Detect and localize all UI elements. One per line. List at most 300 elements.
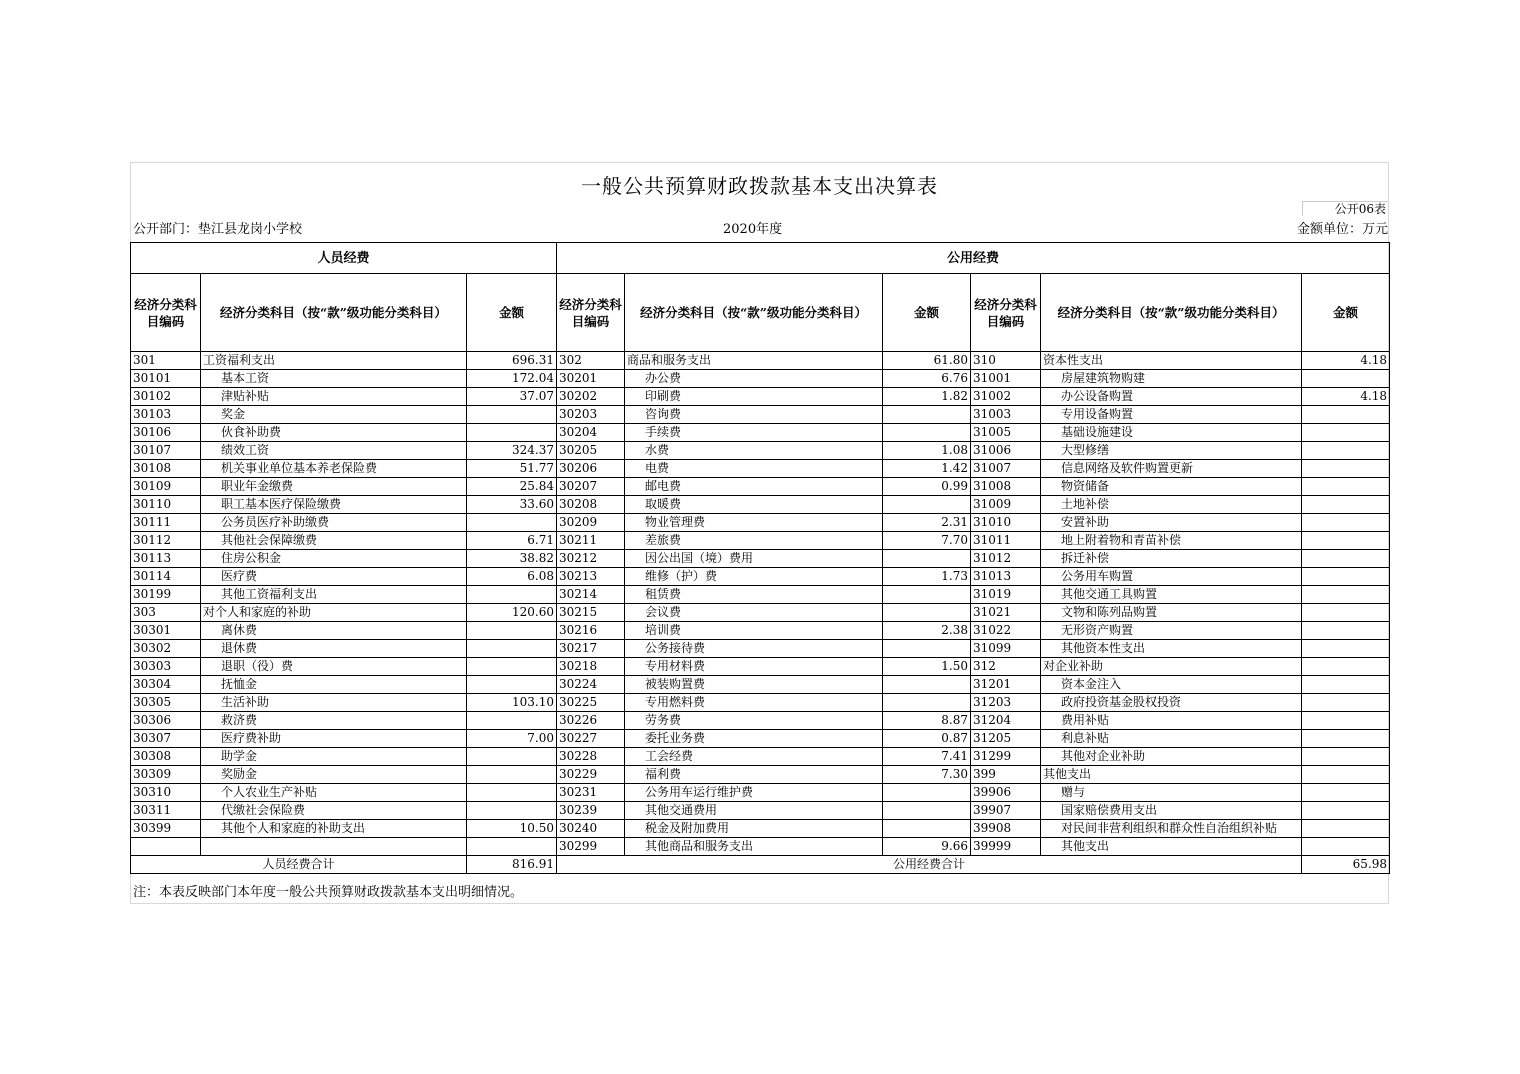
item-name-cell: 咨询费 — [625, 406, 883, 424]
code-cell: 30202 — [557, 388, 625, 406]
amount-cell — [1302, 568, 1390, 586]
item-name-cell: 离休费 — [201, 622, 467, 640]
code-cell: 31003 — [971, 406, 1041, 424]
table-row — [131, 604, 1390, 622]
item-name-cell: 对民间非营利组织和群众性自治组织补贴 — [1041, 820, 1302, 838]
amount-cell — [467, 712, 557, 730]
amount-cell — [1302, 784, 1390, 802]
footnote: 注：本表反映部门本年度一般公共预算财政拨款基本支出明细情况。 — [133, 885, 524, 900]
code-cell: 30225 — [557, 694, 625, 712]
code-cell: 30203 — [557, 406, 625, 424]
header-name: 经济分类科目（按“款”级功能分类科目） — [625, 274, 883, 352]
item-name-cell: 大型修缮 — [1041, 442, 1302, 460]
item-name-cell: 物业管理费 — [625, 514, 883, 532]
item-name-cell: 津贴补贴 — [201, 388, 467, 406]
item-name-cell: 其他对企业补助 — [1041, 748, 1302, 766]
item-name-cell: 租赁费 — [625, 586, 883, 604]
amount-cell: 8.87 — [883, 712, 971, 730]
item-name-cell: 其他支出 — [1041, 766, 1302, 784]
amount-cell: 7.41 — [883, 748, 971, 766]
code-cell: 30301 — [131, 622, 201, 640]
code-cell: 39999 — [971, 838, 1041, 856]
amount-cell — [1302, 532, 1390, 550]
item-name-cell: 资本性支出 — [1041, 352, 1302, 370]
item-name-cell: 国家赔偿费用支出 — [1041, 802, 1302, 820]
item-name-cell: 利息补贴 — [1041, 730, 1302, 748]
amount-cell — [1302, 496, 1390, 514]
item-name-cell: 个人农业生产补贴 — [201, 784, 467, 802]
code-cell: 312 — [971, 658, 1041, 676]
amount-cell — [1302, 730, 1390, 748]
header-code: 经济分类科目编码 — [557, 274, 625, 352]
item-name-cell: 专用设备购置 — [1041, 406, 1302, 424]
code-cell: 30199 — [131, 586, 201, 604]
amount-cell — [883, 784, 971, 802]
code-cell: 30214 — [557, 586, 625, 604]
item-name-cell: 费用补贴 — [1041, 712, 1302, 730]
amount-cell: 172.04 — [467, 370, 557, 388]
amount-cell: 0.87 — [883, 730, 971, 748]
item-name-cell: 救济费 — [201, 712, 467, 730]
amount-cell — [467, 766, 557, 784]
amount-cell: 7.00 — [467, 730, 557, 748]
code-cell: 30205 — [557, 442, 625, 460]
table-row — [131, 370, 1390, 388]
item-name-cell: 退休费 — [201, 640, 467, 658]
section-public: 公用经费 — [557, 243, 1390, 274]
amount-cell: 51.77 — [467, 460, 557, 478]
amount-cell — [1302, 748, 1390, 766]
amount-cell — [1302, 550, 1390, 568]
header-code: 经济分类科目编码 — [131, 274, 201, 352]
code-cell: 30101 — [131, 370, 201, 388]
header-amount: 金额 — [883, 274, 971, 352]
item-name-cell: 机关事业单位基本养老保险费 — [201, 460, 467, 478]
unit-label: 金额单位：万元 — [1296, 222, 1388, 237]
amount-cell: 6.71 — [467, 532, 557, 550]
item-name-cell: 商品和服务支出 — [625, 352, 883, 370]
amount-cell — [883, 406, 971, 424]
item-name-cell: 公务用车运行维护费 — [625, 784, 883, 802]
public-total-value: 65.98 — [1302, 856, 1390, 874]
code-cell: 31002 — [971, 388, 1041, 406]
item-name-cell: 生活补助 — [201, 694, 467, 712]
item-name-cell: 奖金 — [201, 406, 467, 424]
expenditure-table — [130, 242, 1390, 874]
item-name-cell: 退职（役）费 — [201, 658, 467, 676]
amount-cell — [467, 424, 557, 442]
amount-cell — [1302, 694, 1390, 712]
table-row — [131, 442, 1390, 460]
item-name-cell: 因公出国（境）费用 — [625, 550, 883, 568]
page-title: 一般公共预算财政拨款基本支出决算表 — [581, 174, 938, 198]
item-name-cell: 奖励金 — [201, 766, 467, 784]
code-cell: 30399 — [131, 820, 201, 838]
item-name-cell: 对企业补助 — [1041, 658, 1302, 676]
code-cell — [131, 838, 201, 856]
item-name-cell: 政府投资基金股权投资 — [1041, 694, 1302, 712]
item-name-cell: 赠与 — [1041, 784, 1302, 802]
code-cell: 30240 — [557, 820, 625, 838]
code-cell: 30231 — [557, 784, 625, 802]
amount-cell — [883, 802, 971, 820]
code-cell: 30229 — [557, 766, 625, 784]
code-cell: 30308 — [131, 748, 201, 766]
code-cell: 31201 — [971, 676, 1041, 694]
amount-cell — [467, 802, 557, 820]
amount-cell: 1.42 — [883, 460, 971, 478]
column-header-row — [131, 274, 1390, 352]
code-cell: 30103 — [131, 406, 201, 424]
item-name-cell: 专用燃料费 — [625, 694, 883, 712]
amount-cell: 7.70 — [883, 532, 971, 550]
code-cell: 301 — [131, 352, 201, 370]
code-cell: 30226 — [557, 712, 625, 730]
amount-cell: 1.08 — [883, 442, 971, 460]
table-row — [131, 568, 1390, 586]
table-row — [131, 622, 1390, 640]
item-name-cell: 资本金注入 — [1041, 676, 1302, 694]
code-cell: 30303 — [131, 658, 201, 676]
header-name: 经济分类科目（按“款”级功能分类科目） — [1041, 274, 1302, 352]
table-row — [131, 586, 1390, 604]
section-personnel: 人员经费 — [131, 243, 557, 274]
code-cell: 30211 — [557, 532, 625, 550]
code-cell: 30299 — [557, 838, 625, 856]
amount-cell — [467, 784, 557, 802]
amount-cell: 324.37 — [467, 442, 557, 460]
header-amount: 金额 — [467, 274, 557, 352]
table-row — [131, 478, 1390, 496]
code-cell: 31008 — [971, 478, 1041, 496]
item-name-cell: 其他个人和家庭的补助支出 — [201, 820, 467, 838]
table-row — [131, 694, 1390, 712]
code-cell: 31204 — [971, 712, 1041, 730]
personnel-total-value: 816.91 — [467, 856, 557, 874]
header-amount: 金额 — [1302, 274, 1390, 352]
item-name-cell: 拆迁补偿 — [1041, 550, 1302, 568]
amount-cell — [883, 550, 971, 568]
item-name-cell: 医疗费 — [201, 568, 467, 586]
amount-cell — [467, 640, 557, 658]
item-name-cell: 劳务费 — [625, 712, 883, 730]
amount-cell: 33.60 — [467, 496, 557, 514]
code-cell: 30311 — [131, 802, 201, 820]
amount-cell: 6.76 — [883, 370, 971, 388]
item-name-cell: 其他支出 — [1041, 838, 1302, 856]
item-name-cell: 助学金 — [201, 748, 467, 766]
amount-cell: 696.31 — [467, 352, 557, 370]
amount-cell: 1.82 — [883, 388, 971, 406]
code-cell: 30108 — [131, 460, 201, 478]
code-cell: 31007 — [971, 460, 1041, 478]
code-cell: 30113 — [131, 550, 201, 568]
item-name-cell: 土地补偿 — [1041, 496, 1302, 514]
code-cell: 31011 — [971, 532, 1041, 550]
code-cell: 31009 — [971, 496, 1041, 514]
amount-cell — [1302, 658, 1390, 676]
amount-cell: 9.66 — [883, 838, 971, 856]
amount-cell — [1302, 802, 1390, 820]
amount-cell — [467, 586, 557, 604]
amount-cell — [1302, 586, 1390, 604]
table-row — [131, 352, 1390, 370]
item-name-cell: 会议费 — [625, 604, 883, 622]
code-cell: 30204 — [557, 424, 625, 442]
code-cell: 30216 — [557, 622, 625, 640]
item-name-cell: 差旅费 — [625, 532, 883, 550]
code-cell: 30109 — [131, 478, 201, 496]
code-cell: 303 — [131, 604, 201, 622]
amount-cell — [467, 676, 557, 694]
item-name-cell: 房屋建筑物购建 — [1041, 370, 1302, 388]
item-name-cell: 地上附着物和青苗补偿 — [1041, 532, 1302, 550]
table-row — [131, 766, 1390, 784]
item-name-cell: 其他商品和服务支出 — [625, 838, 883, 856]
item-name-cell: 职业年金缴费 — [201, 478, 467, 496]
department-label: 公开部门：垫江县龙岗小学校 — [133, 222, 303, 237]
amount-cell — [883, 640, 971, 658]
code-cell: 30110 — [131, 496, 201, 514]
amount-cell — [1302, 424, 1390, 442]
code-cell: 30304 — [131, 676, 201, 694]
code-cell: 30239 — [557, 802, 625, 820]
table-row — [131, 658, 1390, 676]
item-name-cell: 伙食补助费 — [201, 424, 467, 442]
code-cell: 30302 — [131, 640, 201, 658]
item-name-cell: 手续费 — [625, 424, 883, 442]
code-cell: 310 — [971, 352, 1041, 370]
amount-cell — [1302, 712, 1390, 730]
amount-cell — [1302, 766, 1390, 784]
code-cell: 31013 — [971, 568, 1041, 586]
amount-cell: 0.99 — [883, 478, 971, 496]
code-cell: 31022 — [971, 622, 1041, 640]
item-name-cell: 其他交通费用 — [625, 802, 883, 820]
code-cell: 399 — [971, 766, 1041, 784]
code-cell: 31019 — [971, 586, 1041, 604]
item-name-cell: 其他资本性支出 — [1041, 640, 1302, 658]
amount-cell — [883, 586, 971, 604]
table-row — [131, 730, 1390, 748]
item-name-cell: 公务用车购置 — [1041, 568, 1302, 586]
code-cell: 31006 — [971, 442, 1041, 460]
amount-cell — [1302, 478, 1390, 496]
amount-cell — [883, 424, 971, 442]
code-cell: 30111 — [131, 514, 201, 532]
amount-cell — [1302, 838, 1390, 856]
amount-cell — [467, 748, 557, 766]
item-name-cell: 税金及附加费用 — [625, 820, 883, 838]
item-name-cell: 办公设备购置 — [1041, 388, 1302, 406]
code-cell: 30206 — [557, 460, 625, 478]
amount-cell — [467, 406, 557, 424]
amount-cell — [1302, 406, 1390, 424]
amount-cell: 2.31 — [883, 514, 971, 532]
code-cell: 31005 — [971, 424, 1041, 442]
code-cell: 31205 — [971, 730, 1041, 748]
amount-cell: 4.18 — [1302, 352, 1390, 370]
amount-cell — [1302, 640, 1390, 658]
code-cell: 30228 — [557, 748, 625, 766]
table-row — [131, 514, 1390, 532]
code-cell: 30307 — [131, 730, 201, 748]
table-row — [131, 712, 1390, 730]
amount-cell — [467, 658, 557, 676]
code-cell: 31012 — [971, 550, 1041, 568]
amount-cell — [1302, 820, 1390, 838]
item-name-cell: 维修（护）费 — [625, 568, 883, 586]
item-name-cell: 代缴社会保险费 — [201, 802, 467, 820]
code-cell: 39907 — [971, 802, 1041, 820]
form-number: 公开06表 — [1302, 201, 1388, 216]
header-code: 经济分类科目编码 — [971, 274, 1041, 352]
amount-cell — [1302, 370, 1390, 388]
item-name-cell — [201, 838, 467, 856]
code-cell: 30309 — [131, 766, 201, 784]
table-row — [131, 460, 1390, 478]
table-row — [131, 838, 1390, 856]
amount-cell: 38.82 — [467, 550, 557, 568]
code-cell: 30215 — [557, 604, 625, 622]
code-cell: 30209 — [557, 514, 625, 532]
item-name-cell: 培训费 — [625, 622, 883, 640]
table-row — [131, 424, 1390, 442]
item-name-cell: 办公费 — [625, 370, 883, 388]
item-name-cell: 绩效工资 — [201, 442, 467, 460]
header-name: 经济分类科目（按“款”级功能分类科目） — [201, 274, 467, 352]
item-name-cell: 委托业务费 — [625, 730, 883, 748]
item-name-cell: 其他社会保障缴费 — [201, 532, 467, 550]
item-name-cell: 取暖费 — [625, 496, 883, 514]
amount-cell — [1302, 442, 1390, 460]
code-cell: 30305 — [131, 694, 201, 712]
amount-cell — [467, 838, 557, 856]
table-row — [131, 388, 1390, 406]
public-total-label: 公用经费合计 — [557, 856, 1302, 874]
code-cell: 31299 — [971, 748, 1041, 766]
amount-cell — [883, 694, 971, 712]
table-row — [131, 550, 1390, 568]
code-cell: 30213 — [557, 568, 625, 586]
code-cell: 30306 — [131, 712, 201, 730]
item-name-cell: 住房公积金 — [201, 550, 467, 568]
item-name-cell: 电费 — [625, 460, 883, 478]
totals-row — [131, 856, 1390, 874]
code-cell: 30201 — [557, 370, 625, 388]
amount-cell — [1302, 604, 1390, 622]
code-cell: 31010 — [971, 514, 1041, 532]
amount-cell: 37.07 — [467, 388, 557, 406]
table-row — [131, 748, 1390, 766]
code-cell: 31099 — [971, 640, 1041, 658]
code-cell: 30212 — [557, 550, 625, 568]
item-name-cell: 文物和陈列品购置 — [1041, 604, 1302, 622]
code-cell: 30114 — [131, 568, 201, 586]
table-row — [131, 532, 1390, 550]
item-name-cell: 其他交通工具购置 — [1041, 586, 1302, 604]
item-name-cell: 医疗费补助 — [201, 730, 467, 748]
code-cell: 302 — [557, 352, 625, 370]
code-cell: 31203 — [971, 694, 1041, 712]
code-cell: 30217 — [557, 640, 625, 658]
amount-cell — [1302, 514, 1390, 532]
item-name-cell: 其他工资福利支出 — [201, 586, 467, 604]
code-cell: 30310 — [131, 784, 201, 802]
code-cell: 30106 — [131, 424, 201, 442]
code-cell: 31001 — [971, 370, 1041, 388]
section-header-row — [131, 243, 1390, 274]
item-name-cell: 职工基本医疗保险缴费 — [201, 496, 467, 514]
code-cell: 30227 — [557, 730, 625, 748]
amount-cell: 61.80 — [883, 352, 971, 370]
amount-cell: 7.30 — [883, 766, 971, 784]
amount-cell: 120.60 — [467, 604, 557, 622]
amount-cell: 6.08 — [467, 568, 557, 586]
item-name-cell: 基础设施建设 — [1041, 424, 1302, 442]
item-name-cell: 福利费 — [625, 766, 883, 784]
amount-cell — [467, 514, 557, 532]
code-cell: 31021 — [971, 604, 1041, 622]
item-name-cell: 信息网络及软件购置更新 — [1041, 460, 1302, 478]
code-cell: 30218 — [557, 658, 625, 676]
amount-cell: 1.50 — [883, 658, 971, 676]
table-row — [131, 406, 1390, 424]
table-row — [131, 640, 1390, 658]
item-name-cell: 对个人和家庭的补助 — [201, 604, 467, 622]
item-name-cell: 基本工资 — [201, 370, 467, 388]
amount-cell — [883, 676, 971, 694]
amount-cell — [1302, 622, 1390, 640]
item-name-cell: 被装购置费 — [625, 676, 883, 694]
code-cell: 30207 — [557, 478, 625, 496]
amount-cell — [883, 604, 971, 622]
table-row — [131, 496, 1390, 514]
item-name-cell: 印刷费 — [625, 388, 883, 406]
amount-cell — [883, 820, 971, 838]
amount-cell: 4.18 — [1302, 388, 1390, 406]
amount-cell: 25.84 — [467, 478, 557, 496]
code-cell: 30208 — [557, 496, 625, 514]
code-cell: 39906 — [971, 784, 1041, 802]
year-label: 2020年度 — [723, 222, 783, 237]
item-name-cell: 安置补助 — [1041, 514, 1302, 532]
amount-cell: 10.50 — [467, 820, 557, 838]
amount-cell — [1302, 460, 1390, 478]
table-row — [131, 820, 1390, 838]
item-name-cell: 公务员医疗补助缴费 — [201, 514, 467, 532]
code-cell: 39908 — [971, 820, 1041, 838]
amount-cell: 103.10 — [467, 694, 557, 712]
amount-cell: 2.38 — [883, 622, 971, 640]
code-cell: 30107 — [131, 442, 201, 460]
item-name-cell: 工会经费 — [625, 748, 883, 766]
item-name-cell: 公务接待费 — [625, 640, 883, 658]
item-name-cell: 专用材料费 — [625, 658, 883, 676]
amount-cell — [1302, 676, 1390, 694]
personnel-total-label: 人员经费合计 — [131, 856, 467, 874]
code-cell: 30224 — [557, 676, 625, 694]
item-name-cell: 抚恤金 — [201, 676, 467, 694]
table-row — [131, 784, 1390, 802]
table-row — [131, 802, 1390, 820]
code-cell: 30102 — [131, 388, 201, 406]
table-row — [131, 676, 1390, 694]
item-name-cell: 水费 — [625, 442, 883, 460]
amount-cell: 1.73 — [883, 568, 971, 586]
item-name-cell: 工资福利支出 — [201, 352, 467, 370]
code-cell: 30112 — [131, 532, 201, 550]
